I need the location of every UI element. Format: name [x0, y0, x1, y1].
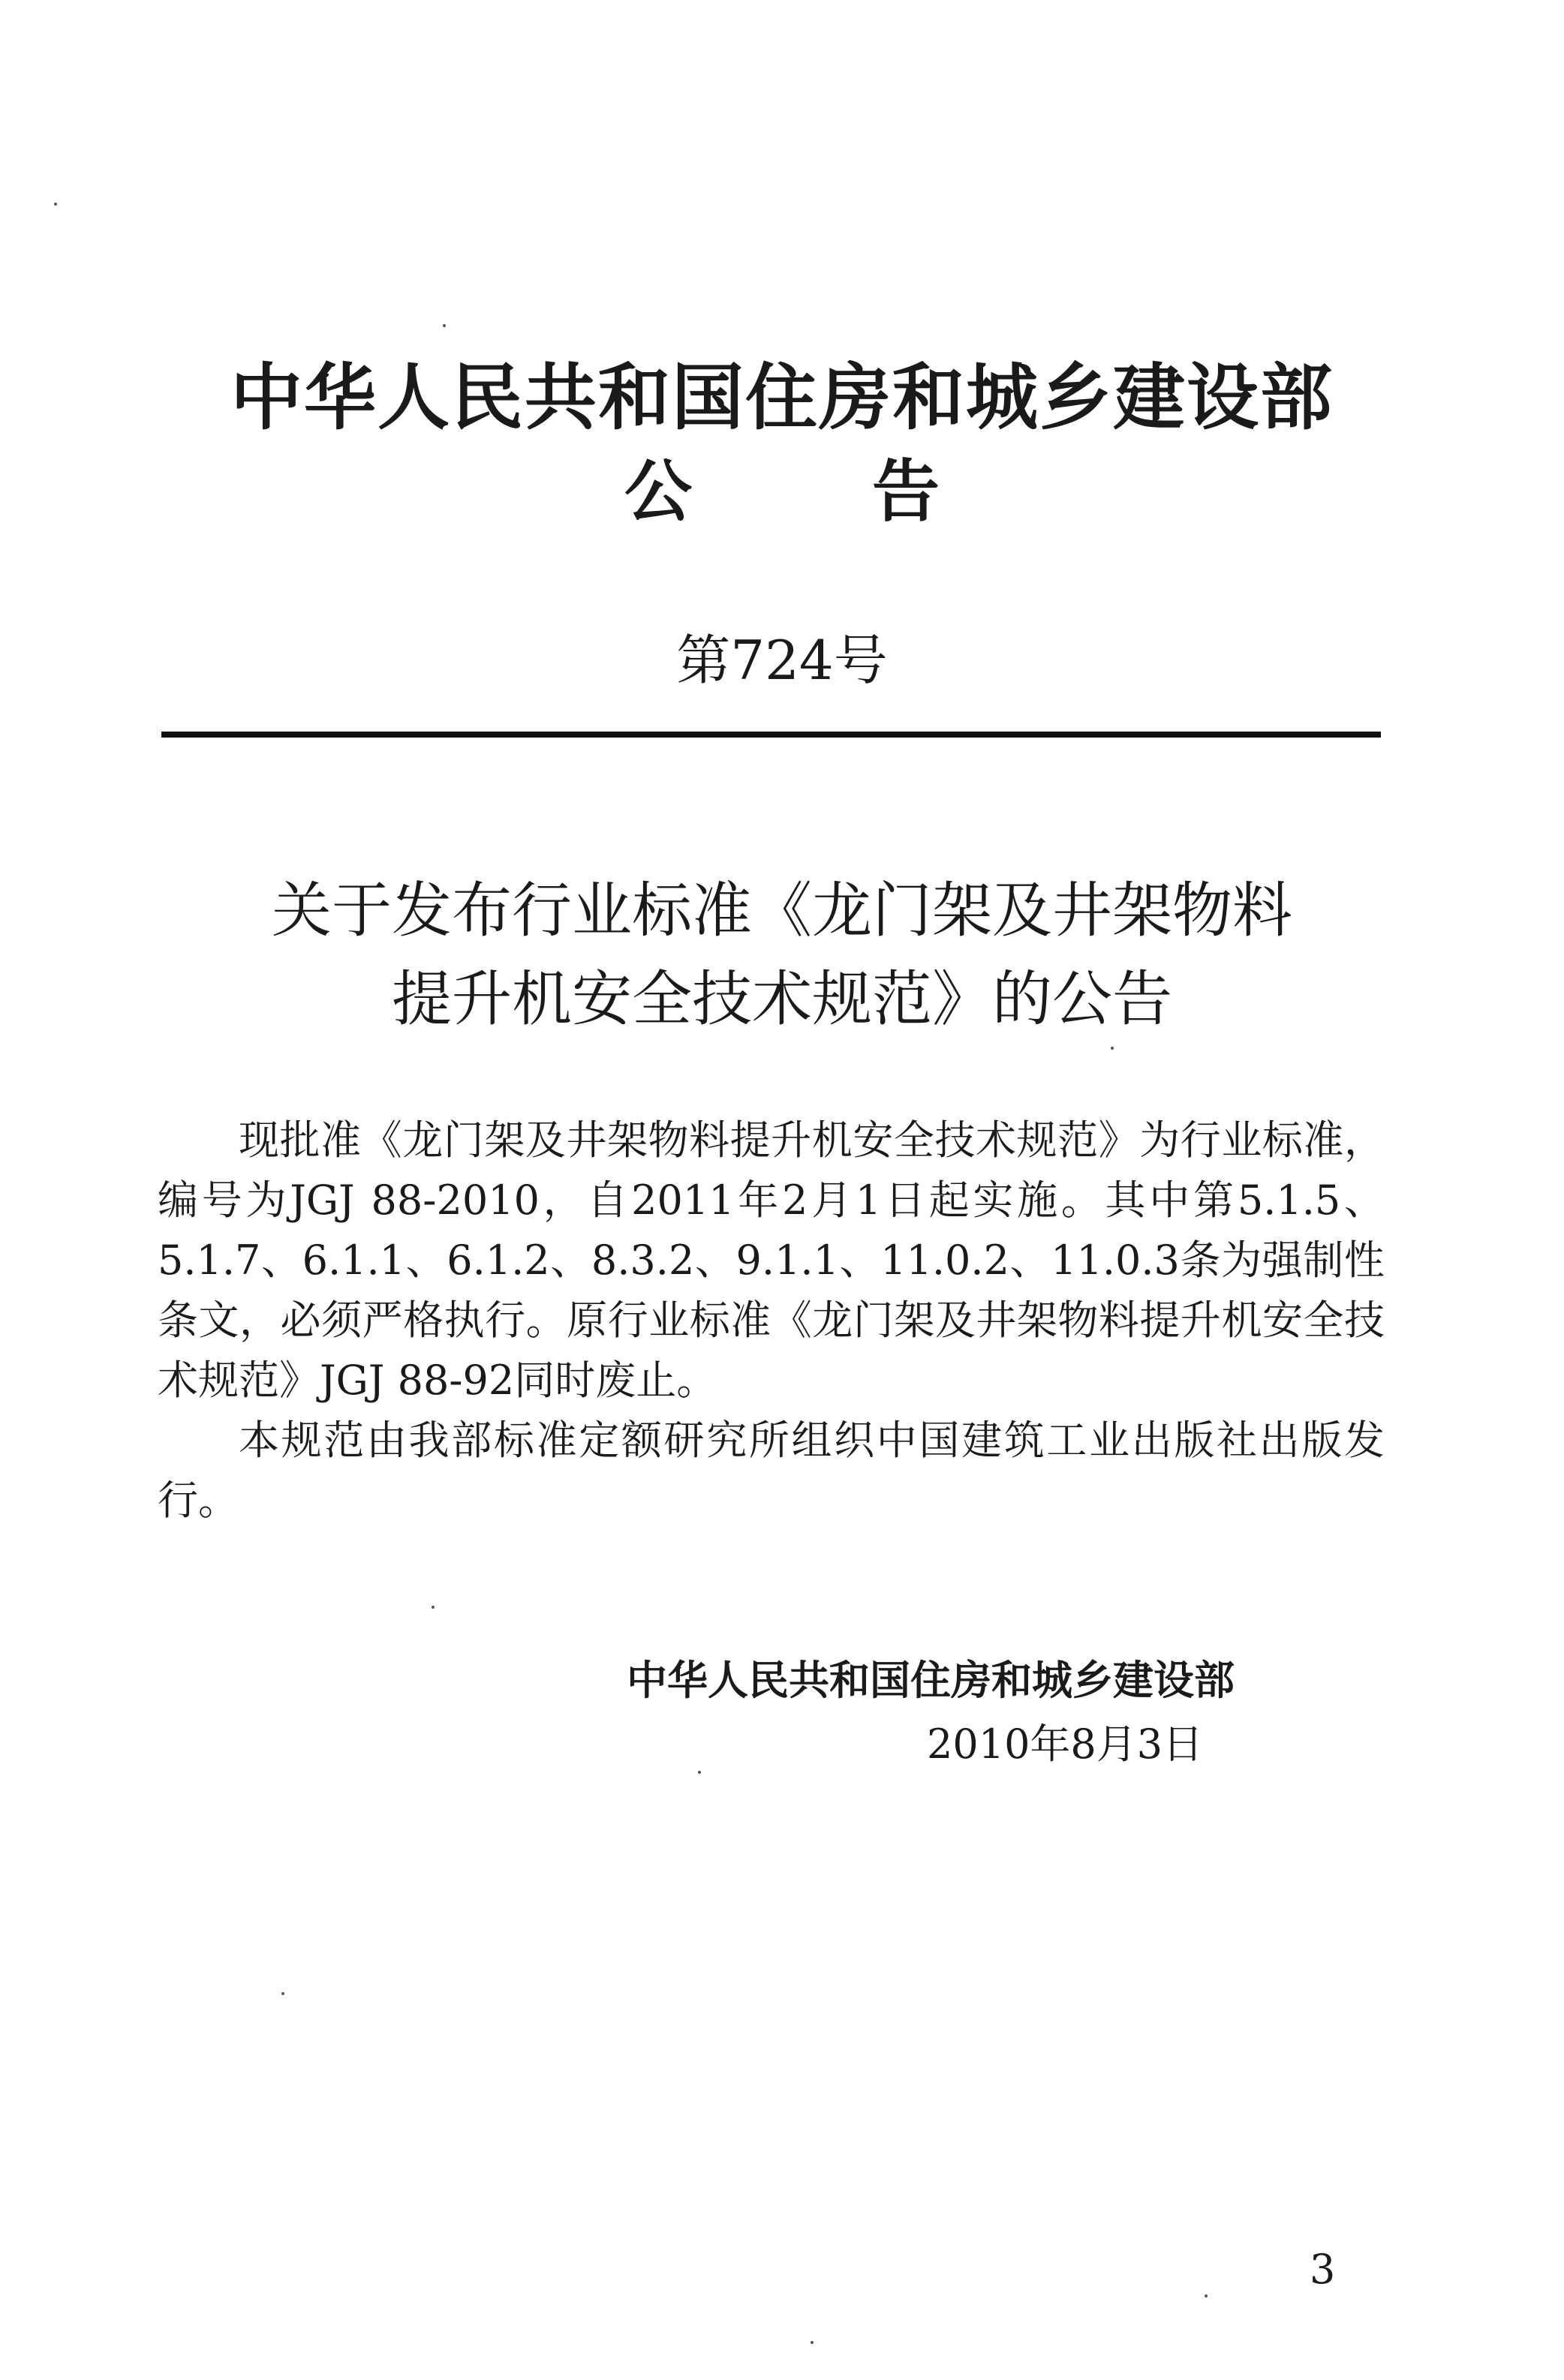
notice-heading: 公告: [624, 452, 1120, 531]
body-paragraph-1: 现批准《龙门架及井架物料提升机安全技术规范》为行业标准，编号为JGJ 88-2010，自2011年2月1日起实施。其中第5.1.5、5.1.7、6.1.1、6.1.2、8.3.2、9.1.1、11.0.2、11.0.3条为强制性条文，必须严格执行。原行业标准《龙门架及井架物料提升机安全技术规范》JGJ 88-92同时废止。: [158, 1116, 1385, 1404]
scan-speck: [281, 1992, 284, 1995]
body-paragraph-2: 本规范由我部标准定额研究所组织中国建筑工业出版社出版发行。: [158, 1417, 1385, 1524]
subject-line-1: 关于发布行业标准《龙门架及井架物料: [272, 876, 1292, 945]
notice-number: 第724号: [676, 629, 888, 692]
scan-speck: [1111, 1047, 1114, 1050]
scan-speck: [698, 1771, 701, 1774]
signature-date: 2010年8月3日: [927, 1720, 1204, 1768]
signature-organization: 中华人民共和国住房和城乡建设部: [627, 1657, 1235, 1704]
scan-speck: [1205, 2294, 1208, 2297]
scan-speck: [443, 324, 446, 327]
scan-speck: [432, 1606, 435, 1609]
scan-speck: [811, 2341, 814, 2344]
subject-line-2: 提升机安全技术规范》的公告: [392, 964, 1172, 1034]
notice-body: [158, 1110, 1385, 1531]
scan-speck: [54, 203, 57, 206]
page-number: 3: [1310, 2246, 1336, 2293]
notice-subject: [0, 867, 1564, 1044]
header-divider: [161, 732, 1381, 738]
ministry-title: 中华人民共和国住房和城乡建设部: [230, 355, 1334, 440]
